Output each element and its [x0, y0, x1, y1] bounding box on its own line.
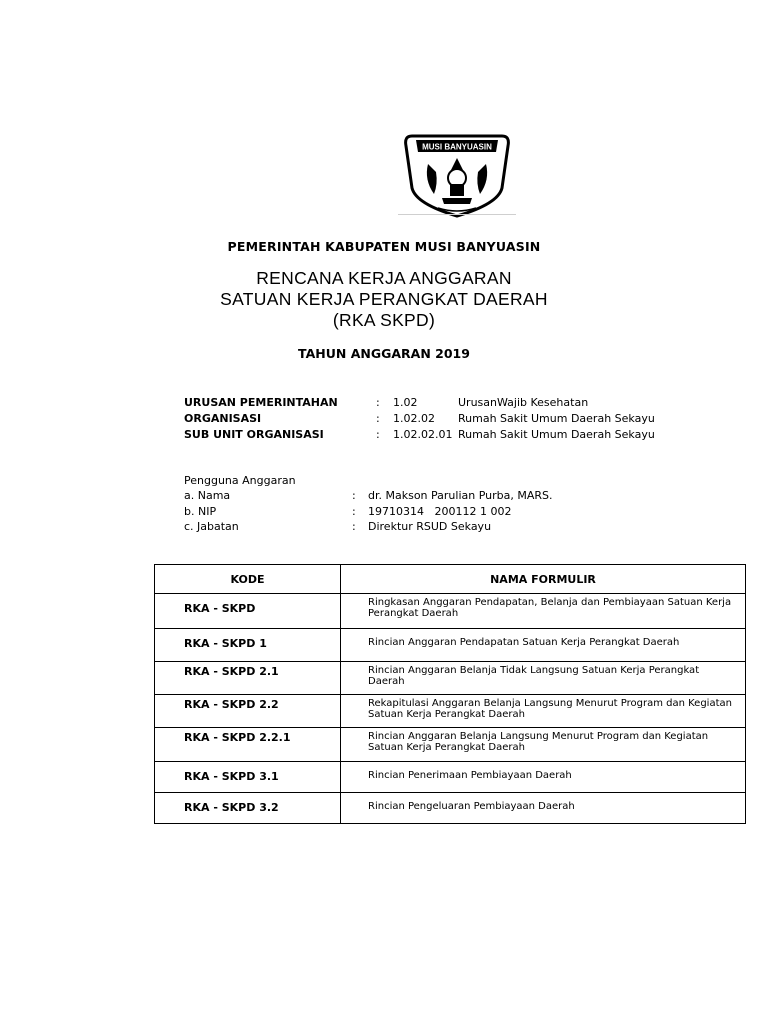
nip-separator: : [352, 505, 356, 518]
nama-formulir-cell: Rincian Pengeluaran Pembiayaan Daerah [341, 793, 746, 824]
fiscal-year: TAHUN ANGGARAN 2019 [298, 346, 470, 361]
nama-value: dr. Makson Parulian Purba, MARS. [368, 489, 553, 502]
kode-cell: RKA - SKPD 2.2.1 [155, 728, 341, 762]
kode-cell: RKA - SKPD 3.1 [155, 762, 341, 793]
kode-cell: RKA - SKPD 3.2 [155, 793, 341, 824]
table-row [155, 793, 746, 824]
jabatan-value: Direktur RSUD Sekayu [368, 520, 492, 533]
government-name: PEMERINTAH KABUPATEN MUSI BANYUASIN [227, 239, 541, 254]
nama-formulir-cell: Rekapitulasi Anggaran Belanja Langsung Menurut Program dan Kegiatan Satuan Kerja Perangkat Daerah [341, 695, 746, 728]
table-row [155, 695, 746, 728]
document-title-line3: (RKA SKPD) [332, 310, 436, 330]
urusan-label: URUSAN PEMERINTAHAN [184, 396, 338, 409]
kode-cell: RKA - SKPD 2.1 [155, 662, 341, 695]
jabatan-separator: : [352, 520, 356, 533]
nama-formulir-cell: Rincian Penerimaan Pembiayaan Daerah [341, 762, 746, 793]
kode-cell: RKA - SKPD 2.2 [155, 695, 341, 728]
organisasi-separator: : [376, 412, 380, 425]
sub-unit-code: 1.02.02.01 [393, 428, 453, 441]
nama-separator: : [352, 489, 356, 502]
table-row [155, 728, 746, 762]
column-header-kode: KODE [155, 565, 341, 594]
nip-value: 19710314 200112 1 002 [368, 505, 512, 518]
table-row [155, 594, 746, 629]
nama-formulir-cell: Ringkasan Anggaran Pendapatan, Belanja dan Pembiayaan Satuan Kerja Perangkat Daerah [341, 594, 746, 629]
nama-formulir-cell: Rincian Anggaran Belanja Langsung Menurut Program dan Kegiatan Satuan Kerja Perangkat Daerah [341, 728, 746, 762]
table-row [155, 662, 746, 695]
document-title-line1: RENCANA KERJA ANGGARAN [256, 268, 512, 288]
sub-unit-separator: : [376, 428, 380, 441]
urusan-separator: : [376, 396, 380, 409]
table-row [155, 629, 746, 662]
jabatan-label: c. Jabatan [184, 520, 239, 533]
nama-formulir-cell: Rincian Anggaran Belanja Tidak Langsung Satuan Kerja Perangkat Daerah [341, 662, 746, 695]
formulir-table [154, 564, 746, 824]
musi-banyuasin-emblem-icon [398, 128, 516, 218]
table-row [155, 762, 746, 793]
sub-unit-label: SUB UNIT ORGANISASI [184, 428, 324, 441]
kode-cell: RKA - SKPD 1 [155, 629, 341, 662]
sub-unit-desc: Rumah Sakit Umum Daerah Sekayu [458, 428, 655, 441]
pengguna-heading: Pengguna Anggaran [184, 474, 296, 487]
nip-label: b. NIP [184, 505, 217, 518]
organisasi-label: ORGANISASI [184, 412, 262, 425]
nama-label: a. Nama [184, 489, 231, 502]
document-title-line2: SATUAN KERJA PERANGKAT DAERAH [220, 289, 548, 309]
nama-formulir-cell: Rincian Anggaran Pendapatan Satuan Kerja Perangkat Daerah [341, 629, 746, 662]
kode-cell: RKA - SKPD [155, 594, 341, 629]
table-header-row [155, 565, 746, 594]
urusan-desc: UrusanWajib Kesehatan [458, 396, 589, 409]
emblem-banner-text: MUSI BANYUASIN [422, 142, 492, 152]
organisasi-desc: Rumah Sakit Umum Daerah Sekayu [458, 412, 655, 425]
column-header-nama-formulir: NAMA FORMULIR [341, 565, 746, 594]
organisasi-code: 1.02.02 [393, 412, 435, 425]
urusan-code: 1.02 [393, 396, 418, 409]
emblem-divider [398, 214, 516, 215]
